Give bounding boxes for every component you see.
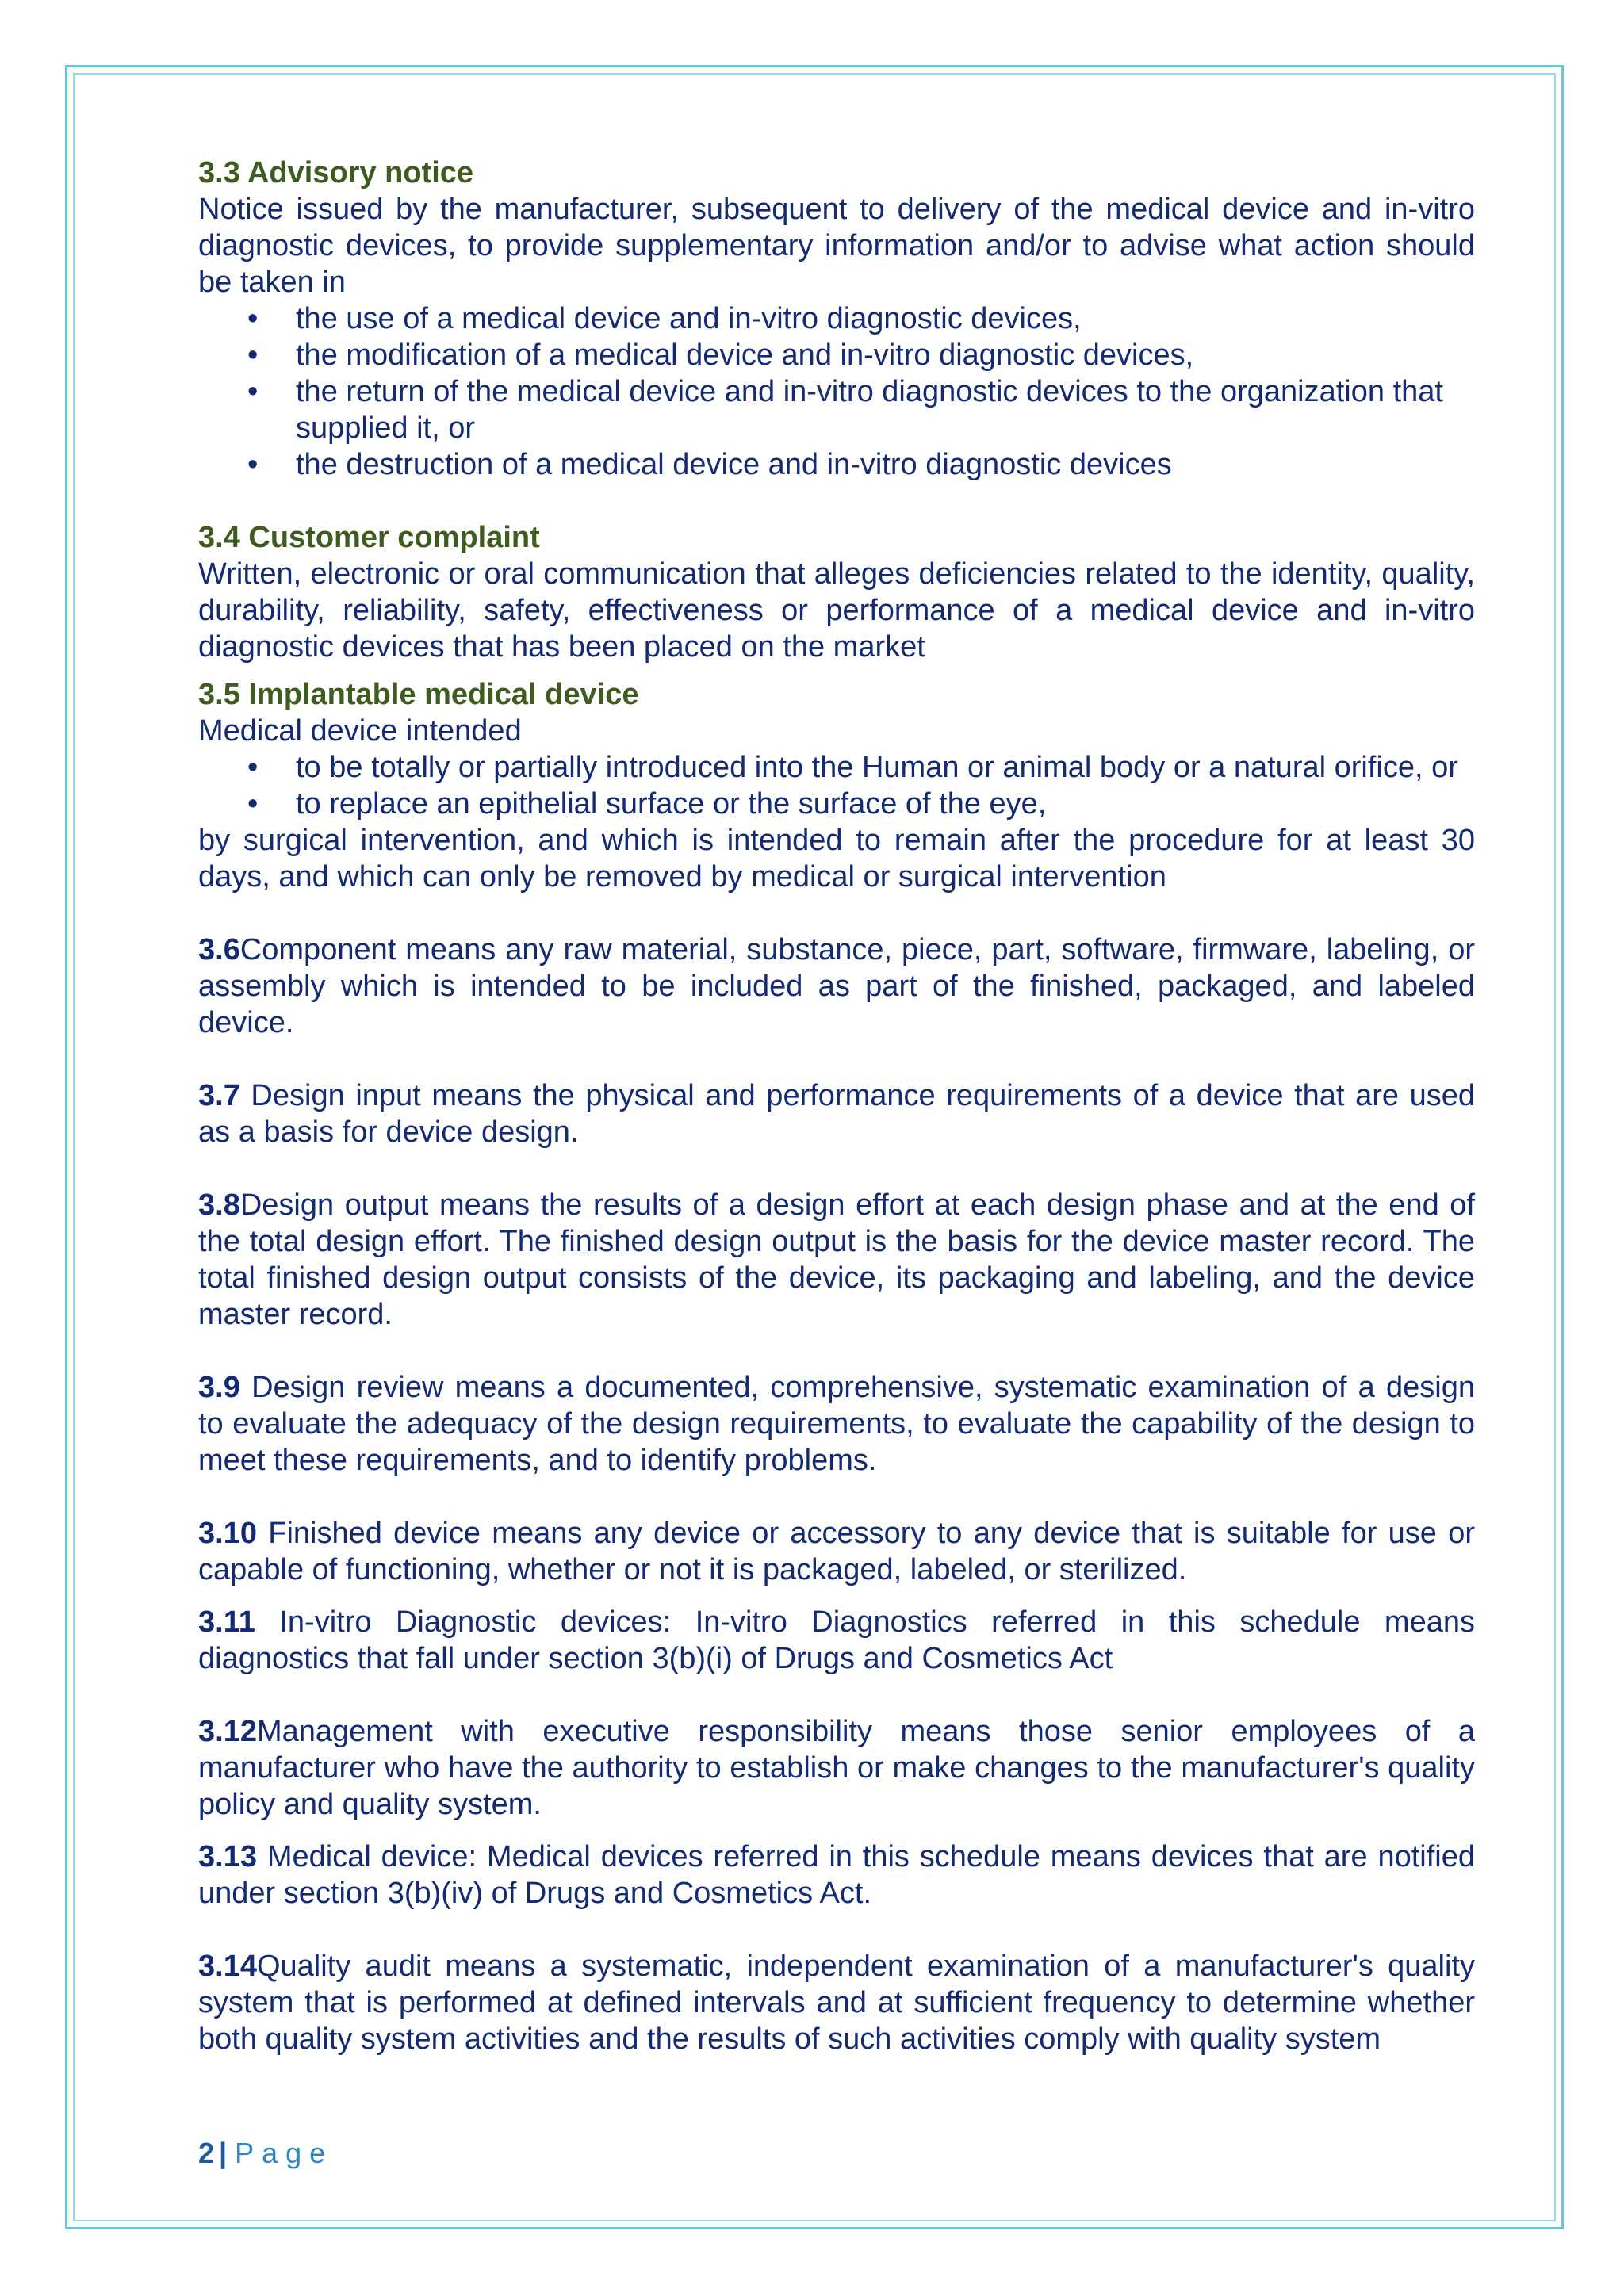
page-footer — [198, 2137, 333, 2170]
definition-text: Design output means the results of a design effort at each design phase and at the end of the total design effort. The finished design output is the basis for the device master record. The total finished design output consists of the device, its packaging and labeling, and the device master record. — [198, 1188, 1475, 1331]
definition-3-14 — [198, 1948, 1475, 2057]
section-3-5 — [198, 676, 1475, 895]
definition-3-10 — [198, 1515, 1475, 1588]
definition-text: Component means any raw material, substance, piece, part, software, firmware, labeling, or assembly which is intended to be included as part of the finished, packaged, and labeled device. — [198, 933, 1475, 1039]
definition-text: Finished device means any device or accessory to any device that is suitable for use or capable of functioning, whether or not it is packaged, labeled, or sterilized. — [198, 1517, 1475, 1586]
section-body: Written, electronic or oral communication that alleges deficiencies related to the identity, quality, durability, reliability, safety, effectiveness or performance of a medical device and in-vitro diagnostic devices that has been placed on the market — [198, 557, 1475, 664]
page-label: Page — [235, 2137, 334, 2169]
section-heading: 3.5 Implantable medical device — [198, 678, 639, 711]
definition-3-7 — [198, 1077, 1475, 1150]
list-item: • the return of the medical device and in-vitro diagnostic devices to the organization that supplied it, or — [198, 373, 1475, 446]
section-heading: 3.3 Advisory notice — [198, 156, 474, 189]
definition-text: Quality audit means a systematic, independent examination of a manufacturer's quality system that is performed at defined intervals and at sufficient frequency to determine whether both quality system activities and the results of such activities comply with quality system — [198, 1950, 1475, 2056]
definition-number: 3.10 — [198, 1517, 257, 1550]
section-body: Notice issued by the manufacturer, subsequent to delivery of the medical device and in-vitro diagnostic devices, to provide supplementary information and/or to advise what action should be taken in — [198, 193, 1475, 299]
definition-text: Medical device: Medical devices referred in this schedule means devices that are notified under section 3(b)(iv) of Drugs and Cosmetics Act. — [198, 1840, 1475, 1910]
section-heading: 3.4 Customer complaint — [198, 521, 540, 554]
bullet-list — [198, 749, 1475, 822]
section-3-3 — [198, 155, 1475, 483]
definition-text: Management with executive responsibility means those senior employees of a manufacturer who have the authority to establish or make changes to the manufacturer's quality policy and quality system. — [198, 1715, 1475, 1821]
page-number: 2 — [198, 2137, 215, 2169]
definition-number: 3.12 — [198, 1715, 257, 1748]
definition-number: 3.8 — [198, 1188, 240, 1222]
section-intro: Medical device intended — [198, 714, 522, 748]
definition-text: In-vitro Diagnostic devices: In-vitro Diagnostics referred in this schedule means diagnostics that fall under section 3(b)(i) of Drugs and Cosmetics Act — [198, 1605, 1475, 1675]
section-outro: by surgical intervention, and which is intended to remain after the procedure for at least 30 days, and which can only be removed by medical or surgical intervention — [198, 824, 1475, 894]
definition-number: 3.7 — [198, 1079, 240, 1112]
list-item: • the modification of a medical device and in-vitro diagnostic devices, — [198, 337, 1475, 373]
section-3-4 — [198, 519, 1475, 665]
bullet-list — [198, 300, 1475, 483]
list-item: • the use of a medical device and in-vitro diagnostic devices, — [198, 300, 1475, 337]
definition-3-11 — [198, 1604, 1475, 1677]
document-body — [198, 155, 1475, 2057]
definition-number: 3.14 — [198, 1950, 257, 1983]
page-separator: | — [219, 2137, 228, 2169]
definition-text: Design review means a documented, comprehensive, systematic examination of a design to evaluate the adequacy of the design requirements, to evaluate the capability of the design to meet these requirements, and to identify problems. — [198, 1371, 1475, 1477]
definition-3-12 — [198, 1713, 1475, 1823]
list-item: • to replace an epithelial surface or the surface of the eye, — [198, 786, 1475, 822]
list-item: • the destruction of a medical device and in-vitro diagnostic devices — [198, 446, 1475, 483]
definition-number: 3.6 — [198, 933, 240, 966]
definition-3-8 — [198, 1187, 1475, 1333]
definition-3-9 — [198, 1369, 1475, 1479]
definition-3-6 — [198, 932, 1475, 1041]
definition-text: Design input means the physical and performance requirements of a device that are used as a basis for device design. — [198, 1079, 1475, 1149]
definition-number: 3.13 — [198, 1840, 257, 1873]
definition-number: 3.11 — [198, 1605, 255, 1639]
list-item: • to be totally or partially introduced into the Human or animal body or a natural orifice, or — [198, 749, 1475, 786]
definition-3-13 — [198, 1839, 1475, 1911]
definition-number: 3.9 — [198, 1371, 240, 1404]
